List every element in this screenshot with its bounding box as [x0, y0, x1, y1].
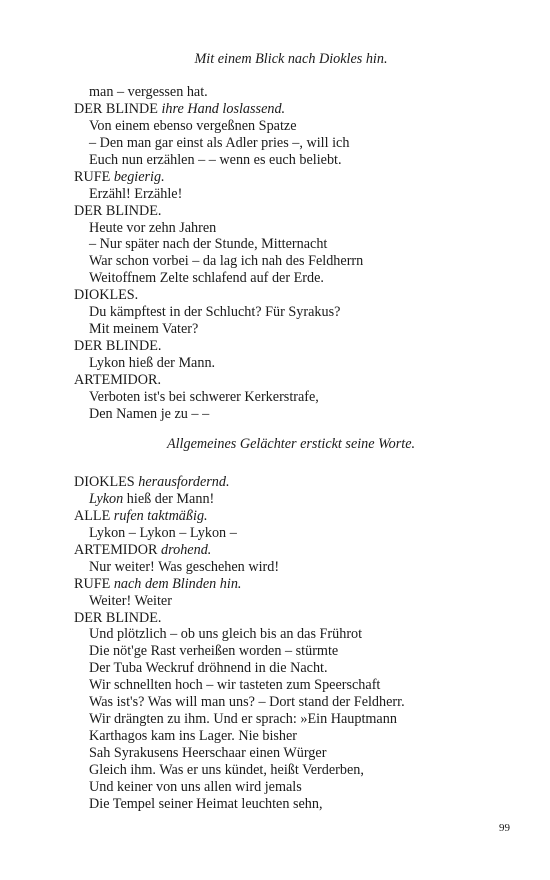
- verse-line: Der Tuba Weckruf dröhnend in die Nacht.: [89, 660, 328, 677]
- speaker-name: DER BLINDE.: [74, 202, 162, 219]
- verse-line: man – vergessen hat.: [89, 84, 208, 100]
- speaker-line: [74, 474, 405, 491]
- verse-line: Euch nun erzählen – – wenn es euch beliebt.: [89, 151, 342, 168]
- verse-line: Verboten ist's bei schwerer Kerkerstrafe,: [89, 388, 319, 405]
- verse-line: Lykon – Lykon – Lykon –: [89, 524, 237, 541]
- verse-line: Wir drängten zu ihm. Und er sprach: »Ein Hauptmann: [89, 711, 397, 728]
- dialogue-block-2: [74, 474, 405, 813]
- speaker-name: DER BLINDE: [74, 100, 158, 117]
- verse-line: Von einem ebenso vergeßnen Spatze: [89, 117, 297, 134]
- speaker-name: DIOKLES.: [74, 287, 139, 304]
- stage-direction-inline: drohend.: [161, 541, 212, 558]
- verse-line: [74, 491, 405, 508]
- verse-line: Du kämpftest in der Schlucht? Für Syrakus?: [89, 304, 341, 321]
- stage-direction: Mit einem Blick nach Diokles hin.: [194, 51, 388, 67]
- speaker-line: [74, 508, 405, 525]
- stage-direction: Allgemeines Gelächter erstickt seine Worte.: [166, 436, 416, 452]
- verse-line: Und keiner von uns allen wird jemals: [89, 778, 302, 795]
- verse-line: Den Namen je zu – –: [89, 405, 210, 422]
- verse-line: War schon vorbei – da lag ich nah des Feldherrn: [89, 253, 364, 270]
- verse-line: Nur weiter! Was geschehen wird!: [89, 558, 280, 575]
- verse-line: – Den man gar einst als Adler pries –, will ich: [89, 134, 350, 151]
- verse-line: Sah Syrakusens Heerschaar einen Würger: [89, 745, 327, 761]
- speaker-line: [74, 542, 405, 559]
- stage-direction-inline: herausfordernd.: [138, 474, 230, 490]
- verse-emphasis: Lykon: [89, 490, 124, 507]
- stage-direction-inline: rufen taktmäßig.: [113, 507, 208, 524]
- verse-line: Wir schnellten hoch – wir tasteten zum Speerschaft: [89, 677, 381, 694]
- verse-line: Gleich ihm. Was er uns kündet, heißt Verderben,: [89, 761, 364, 778]
- verse-line: – Nur später nach der Stunde, Mitternacht: [89, 236, 328, 253]
- page-number: 99: [499, 822, 510, 834]
- speaker-name: RUFE: [74, 575, 111, 592]
- verse-line: Was ist's? Was will man uns? – Dort stand der Feldherr.: [89, 694, 405, 711]
- speaker-name: DER BLINDE.: [74, 609, 162, 626]
- stage-direction-inline: ihre Hand loslassend.: [161, 100, 286, 117]
- speaker-line: [74, 169, 363, 186]
- speaker-name: ARTEMIDOR.: [74, 371, 162, 388]
- stage-direction-inline: begierig.: [113, 168, 165, 185]
- speaker-line: [74, 610, 405, 627]
- dialogue-block-1: [74, 84, 363, 423]
- verse-line: Heute vor zehn Jahren: [89, 219, 217, 236]
- speaker-line: [74, 372, 363, 389]
- speaker-line: [74, 203, 363, 220]
- speaker-name: DIOKLES: [74, 474, 135, 490]
- speaker-name: ARTEMIDOR: [74, 541, 158, 558]
- verse-line: Mit meinem Vater?: [89, 321, 199, 338]
- verse-line: Erzähl! Erzähle!: [89, 185, 183, 202]
- verse-line: Und plötzlich – ob uns gleich bis an das Frührot: [89, 626, 363, 643]
- verse-line: Die nöt'ge Rast verheißen worden – stürmte: [89, 643, 339, 660]
- speaker-name: RUFE: [74, 168, 111, 185]
- verse-line: Weiter! Weiter: [89, 592, 172, 609]
- verse-line: Karthagos kam ins Lager. Nie bisher: [89, 728, 298, 745]
- speaker-line: [74, 287, 363, 304]
- speaker-name: ALLE: [74, 507, 111, 524]
- verse-line: Weitoffnem Zelte schlafend auf der Erde.: [89, 270, 324, 287]
- speaker-line: [74, 101, 363, 118]
- stage-direction-inline: nach dem Blinden hin.: [113, 575, 242, 592]
- verse-line: Die Tempel seiner Heimat leuchten sehn,: [89, 795, 323, 812]
- verse-line: Lykon hieß der Mann.: [89, 355, 216, 371]
- speaker-line: [74, 576, 405, 593]
- speaker-name: DER BLINDE.: [74, 338, 162, 355]
- verse-text: hieß der Mann!: [123, 490, 215, 507]
- speaker-line: [74, 338, 363, 355]
